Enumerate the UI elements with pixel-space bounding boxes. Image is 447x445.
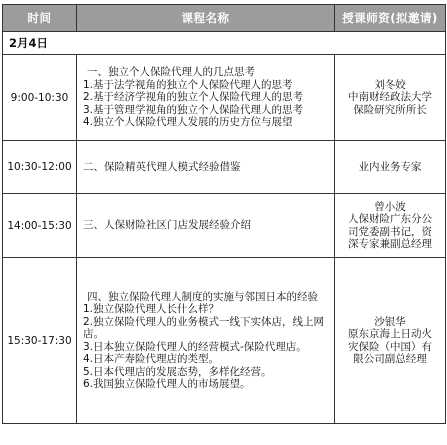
- session-row: [3, 55, 446, 141]
- header-course: 课程名称: [77, 5, 335, 32]
- session-lecturer: [335, 194, 446, 258]
- lecturer-title: 深专家兼副总经理: [348, 238, 432, 250]
- schedule-table: [2, 4, 446, 424]
- lecturer-title: 人保财险广东分公: [348, 213, 432, 225]
- course-item: 5.日本代理店的发展态势，多样化经营。: [83, 365, 272, 378]
- course-item: 2.基于经济学视角的独立个人保险代理人的思考: [83, 91, 304, 104]
- session-title: 三、人保财险社区门店发展经验介绍: [83, 219, 251, 232]
- session-course: [77, 55, 335, 141]
- date-label: 2月4日: [3, 32, 446, 55]
- session-course: [77, 258, 335, 424]
- date-row: [3, 32, 446, 55]
- session-row: [3, 194, 446, 258]
- course-item: 6.我国独立保险代理人的市场展望。: [83, 378, 251, 390]
- lecturer-name: 沙银华: [374, 315, 406, 328]
- lecturer-name: 曾小波: [374, 200, 406, 213]
- header-lecturer: 授课师资(拟邀请): [335, 5, 446, 32]
- session-row: [3, 258, 446, 424]
- lecturer-name: 刘冬姣: [374, 78, 406, 91]
- lecturer-title: 限公司副总经理: [353, 353, 427, 365]
- course-item: 2.独立保险代理人的业务模式一线下实体店，线上网店。: [83, 315, 325, 340]
- course-item: 4.独立个人保险代理人发展的历史方位与展望: [83, 116, 293, 129]
- course-item: 1.独立保险代理人长什么样？: [83, 303, 220, 315]
- session-time: 9:00-10:30: [3, 55, 77, 141]
- session-time: 10:30-12:00: [3, 141, 77, 194]
- lecturer-title: 保险研究所所长: [353, 103, 427, 116]
- session-row: [3, 141, 446, 194]
- session-course: [77, 141, 335, 194]
- session-lecturer: [335, 141, 446, 194]
- session-title: 四、独立保险代理人制度的实施与邻国日本的经验: [87, 290, 318, 303]
- course-item: 3.基于管理学视角的独立个人保险代理人的思考: [83, 103, 304, 116]
- session-course: [77, 194, 335, 258]
- header-time: 时间: [3, 5, 77, 32]
- lecturer-title: 中南财经政法大学: [348, 91, 432, 104]
- lecturer-title: 司党委副书记，资: [348, 225, 432, 238]
- session-title: 二、保险精英代理人模式经验借鉴: [83, 160, 241, 173]
- schedule-sheet: [2, 4, 445, 443]
- lecturer-name: 业内业务专家: [358, 160, 422, 173]
- course-item: 1.基于法学视角的独立个人保险代理人的思考: [83, 78, 293, 91]
- lecturer-title: 原东京海上日动火: [348, 328, 432, 340]
- session-lecturer: [335, 258, 446, 424]
- session-lecturer: [335, 55, 446, 141]
- header-row: [3, 5, 446, 32]
- course-item: 4.日本产寿险代理店的类型。: [83, 353, 220, 365]
- course-item: 3.日本独立保险代理人的经营模式-保险代理店。: [83, 340, 307, 353]
- session-title: 一、独立个人保险代理人的几点思考: [87, 66, 255, 79]
- session-time: 15:30-17:30: [3, 258, 77, 424]
- lecturer-title: 灾保险（中国）有: [348, 340, 432, 353]
- session-time: 14:00-15:30: [3, 194, 77, 258]
